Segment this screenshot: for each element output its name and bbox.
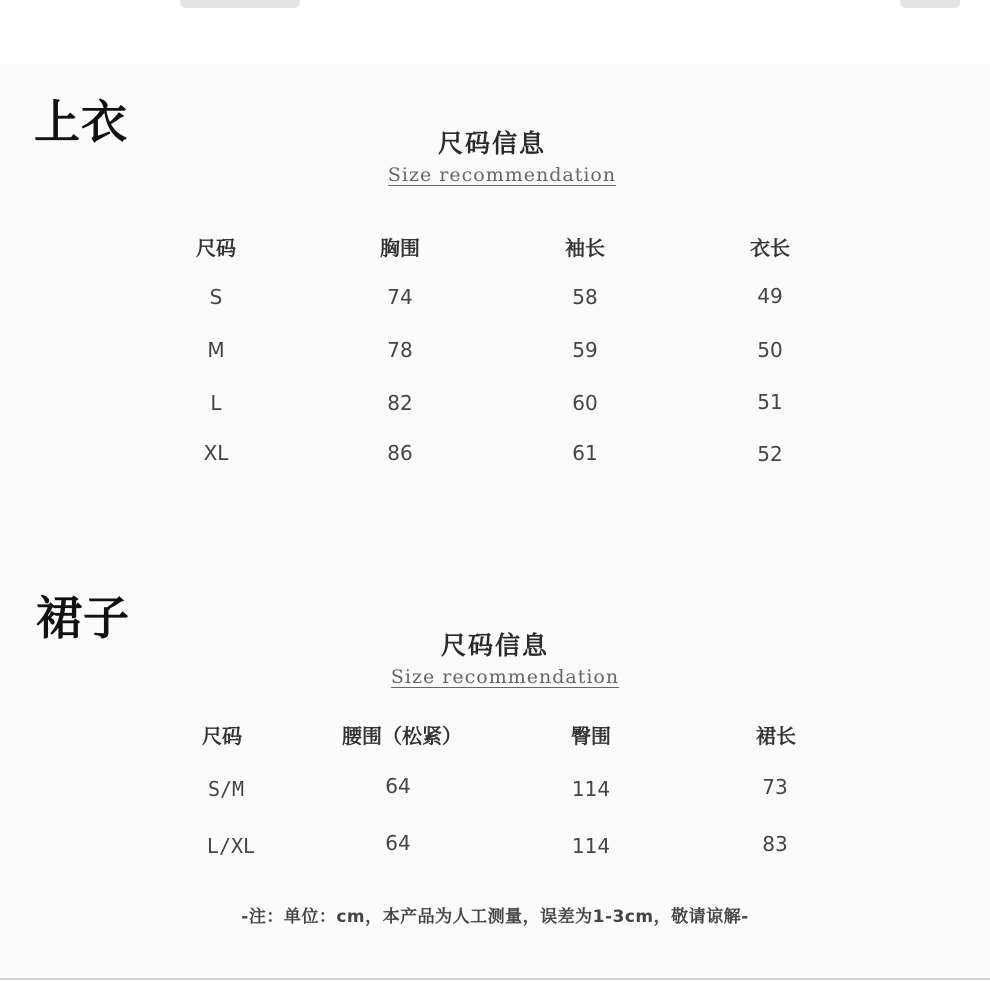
skirt-header-waist: 腰围（松紧） <box>342 724 462 748</box>
skirt-header-size: 尺码 <box>202 724 242 748</box>
tops-header-sleeve: 袖长 <box>565 236 605 260</box>
tops-cell-sleeve: 61 <box>572 441 598 465</box>
tops-cell-size: S <box>209 285 223 309</box>
tops-heading: 上衣 <box>34 95 128 149</box>
tops-size-title: 尺码信息 <box>437 129 546 158</box>
skirt-cell-hip: 114 <box>571 777 611 801</box>
skirt-cell-waist: 64 <box>385 831 411 855</box>
skirt-cell-length: 73 <box>762 775 788 799</box>
tops-cell-size: L <box>210 391 222 415</box>
tops-cell-sleeve: 60 <box>572 391 598 415</box>
skirt-size-title: 尺码信息 <box>440 631 549 660</box>
faint-edge-left <box>180 0 300 8</box>
tops-cell-size: XL <box>203 441 229 465</box>
skirt-cell-hip: 114 <box>571 834 611 858</box>
tops-cell-chest: 74 <box>387 285 413 309</box>
measurement-note: -注：单位：cm，本产品为人工测量，误差为1-3cm，敬请谅解- <box>241 907 749 927</box>
tops-cell-chest: 82 <box>387 391 413 415</box>
tops-header-size: 尺码 <box>196 236 236 260</box>
skirt-cell-length: 83 <box>762 832 788 856</box>
tops-cell-length: 50 <box>757 338 783 362</box>
top-band <box>0 0 990 64</box>
skirt-cell-size: S/M <box>207 777 245 801</box>
tops-cell-sleeve: 58 <box>572 285 598 309</box>
bottom-divider <box>0 978 990 980</box>
tops-header-chest: 胸围 <box>380 236 420 260</box>
tops-cell-chest: 78 <box>387 338 413 362</box>
tops-cell-chest: 86 <box>387 441 413 465</box>
skirt-size-subtitle: Size recommendation <box>390 666 620 688</box>
skirt-header-length: 裙长 <box>756 724 796 748</box>
tops-cell-size: M <box>207 338 225 362</box>
faint-edge-right <box>900 0 960 8</box>
tops-cell-length: 52 <box>757 442 783 466</box>
tops-cell-length: 49 <box>757 284 783 308</box>
skirt-heading: 裙子 <box>36 591 130 645</box>
tops-size-subtitle: Size recommendation <box>387 164 617 186</box>
tops-header-length: 衣长 <box>750 236 790 260</box>
skirt-cell-size: L/XL <box>206 834 256 858</box>
tops-cell-length: 51 <box>757 390 783 414</box>
skirt-cell-waist: 64 <box>385 774 411 798</box>
skirt-header-hip: 臀围 <box>571 724 611 748</box>
tops-cell-sleeve: 59 <box>572 338 598 362</box>
